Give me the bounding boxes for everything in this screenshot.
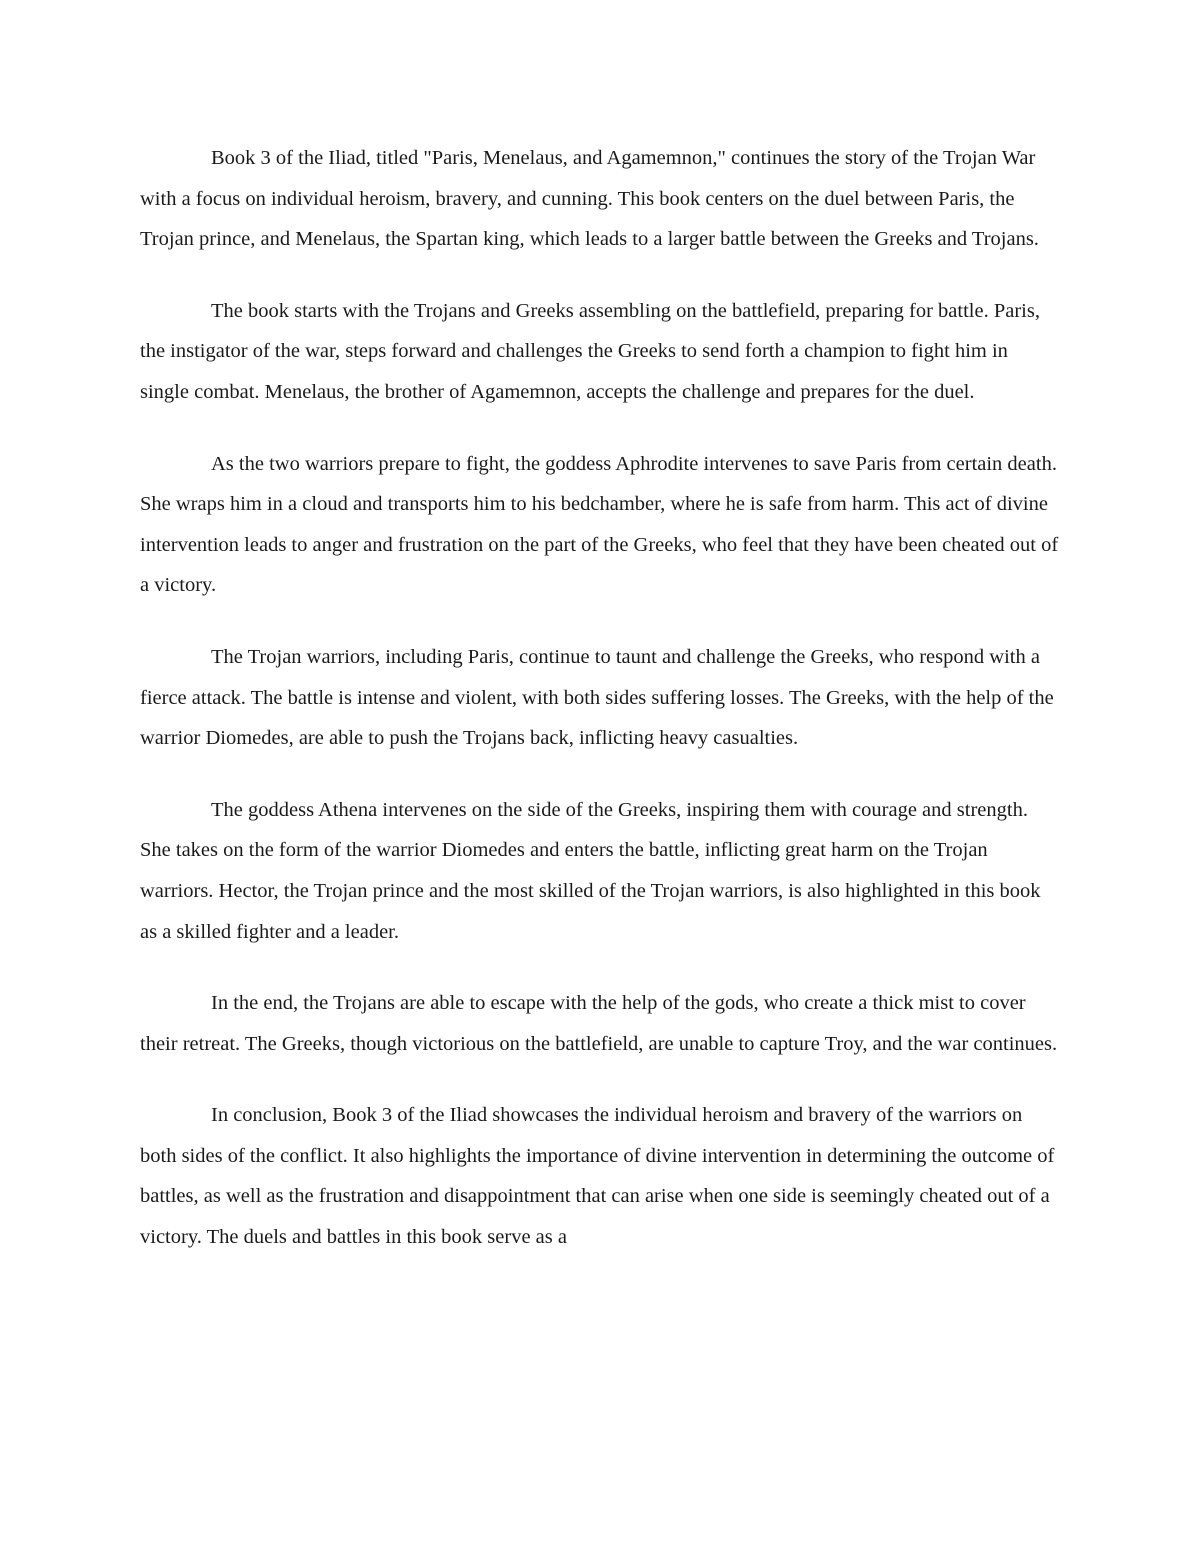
- paragraph-7: In conclusion, Book 3 of the Iliad showcases the individual heroism and bravery of the warriors on both sides of the conflict. It also highlights the importance of divine intervention in determining the outcome of battles, as well as the frustration and disappointment that can arise when one side is seemingly cheated out of a victory. The duels and battles in this book serve as a: [140, 1104, 1055, 1249]
- paragraph-5: The goddess Athena intervenes on the side of the Greeks, inspiring them with courage and strength. She takes on the form of the warrior Diomedes and enters the battle, inflicting great harm on the Trojan warriors. Hector, the Trojan prince and the most skilled of the Trojan warriors, is also highlighted in this book as a skilled fighter and a leader.: [140, 798, 1041, 943]
- paragraph-3: As the two warriors prepare to fight, the goddess Aphrodite intervenes to save Paris from certain death. She wraps him in a cloud and transports him to his bedchamber, where he is safe from harm. This act of divine intervention leads to anger and frustration on the part of the Greeks, who feel that they have been cheated out of a victory.: [140, 452, 1059, 597]
- paragraph-2: The book starts with the Trojans and Greeks assembling on the battlefield, preparing for battle. Paris, the instigator of the war, steps forward and challenges the Greeks to send forth a champion to fight him in single combat. Menelaus, the brother of Agamemnon, accepts the challenge and prepares for the duel.: [140, 299, 1040, 403]
- paragraph-6: In the end, the Trojans are able to escape with the help of the gods, who create a thick mist to cover their retreat. The Greeks, though victorious on the battlefield, are unable to capture Troy, and the war continues.: [140, 992, 1058, 1055]
- paragraph-1: Book 3 of the Iliad, titled "Paris, Menelaus, and Agamemnon," continues the story of the Trojan War with a focus on individual heroism, bravery, and cunning. This book centers on the duel between Paris, the Trojan prince, and Menelaus, the Spartan king, which leads to a larger battle between the Greeks and Trojans.: [140, 147, 1039, 251]
- paragraph-4: The Trojan warriors, including Paris, continue to taunt and challenge the Greeks, who respond with a fierce attack. The battle is intense and violent, with both sides suffering losses. The Greeks, with the help of the warrior Diomedes, are able to push the Trojans back, inflicting heavy casualties.: [140, 645, 1054, 750]
- document-body: [140, 138, 1060, 1289]
